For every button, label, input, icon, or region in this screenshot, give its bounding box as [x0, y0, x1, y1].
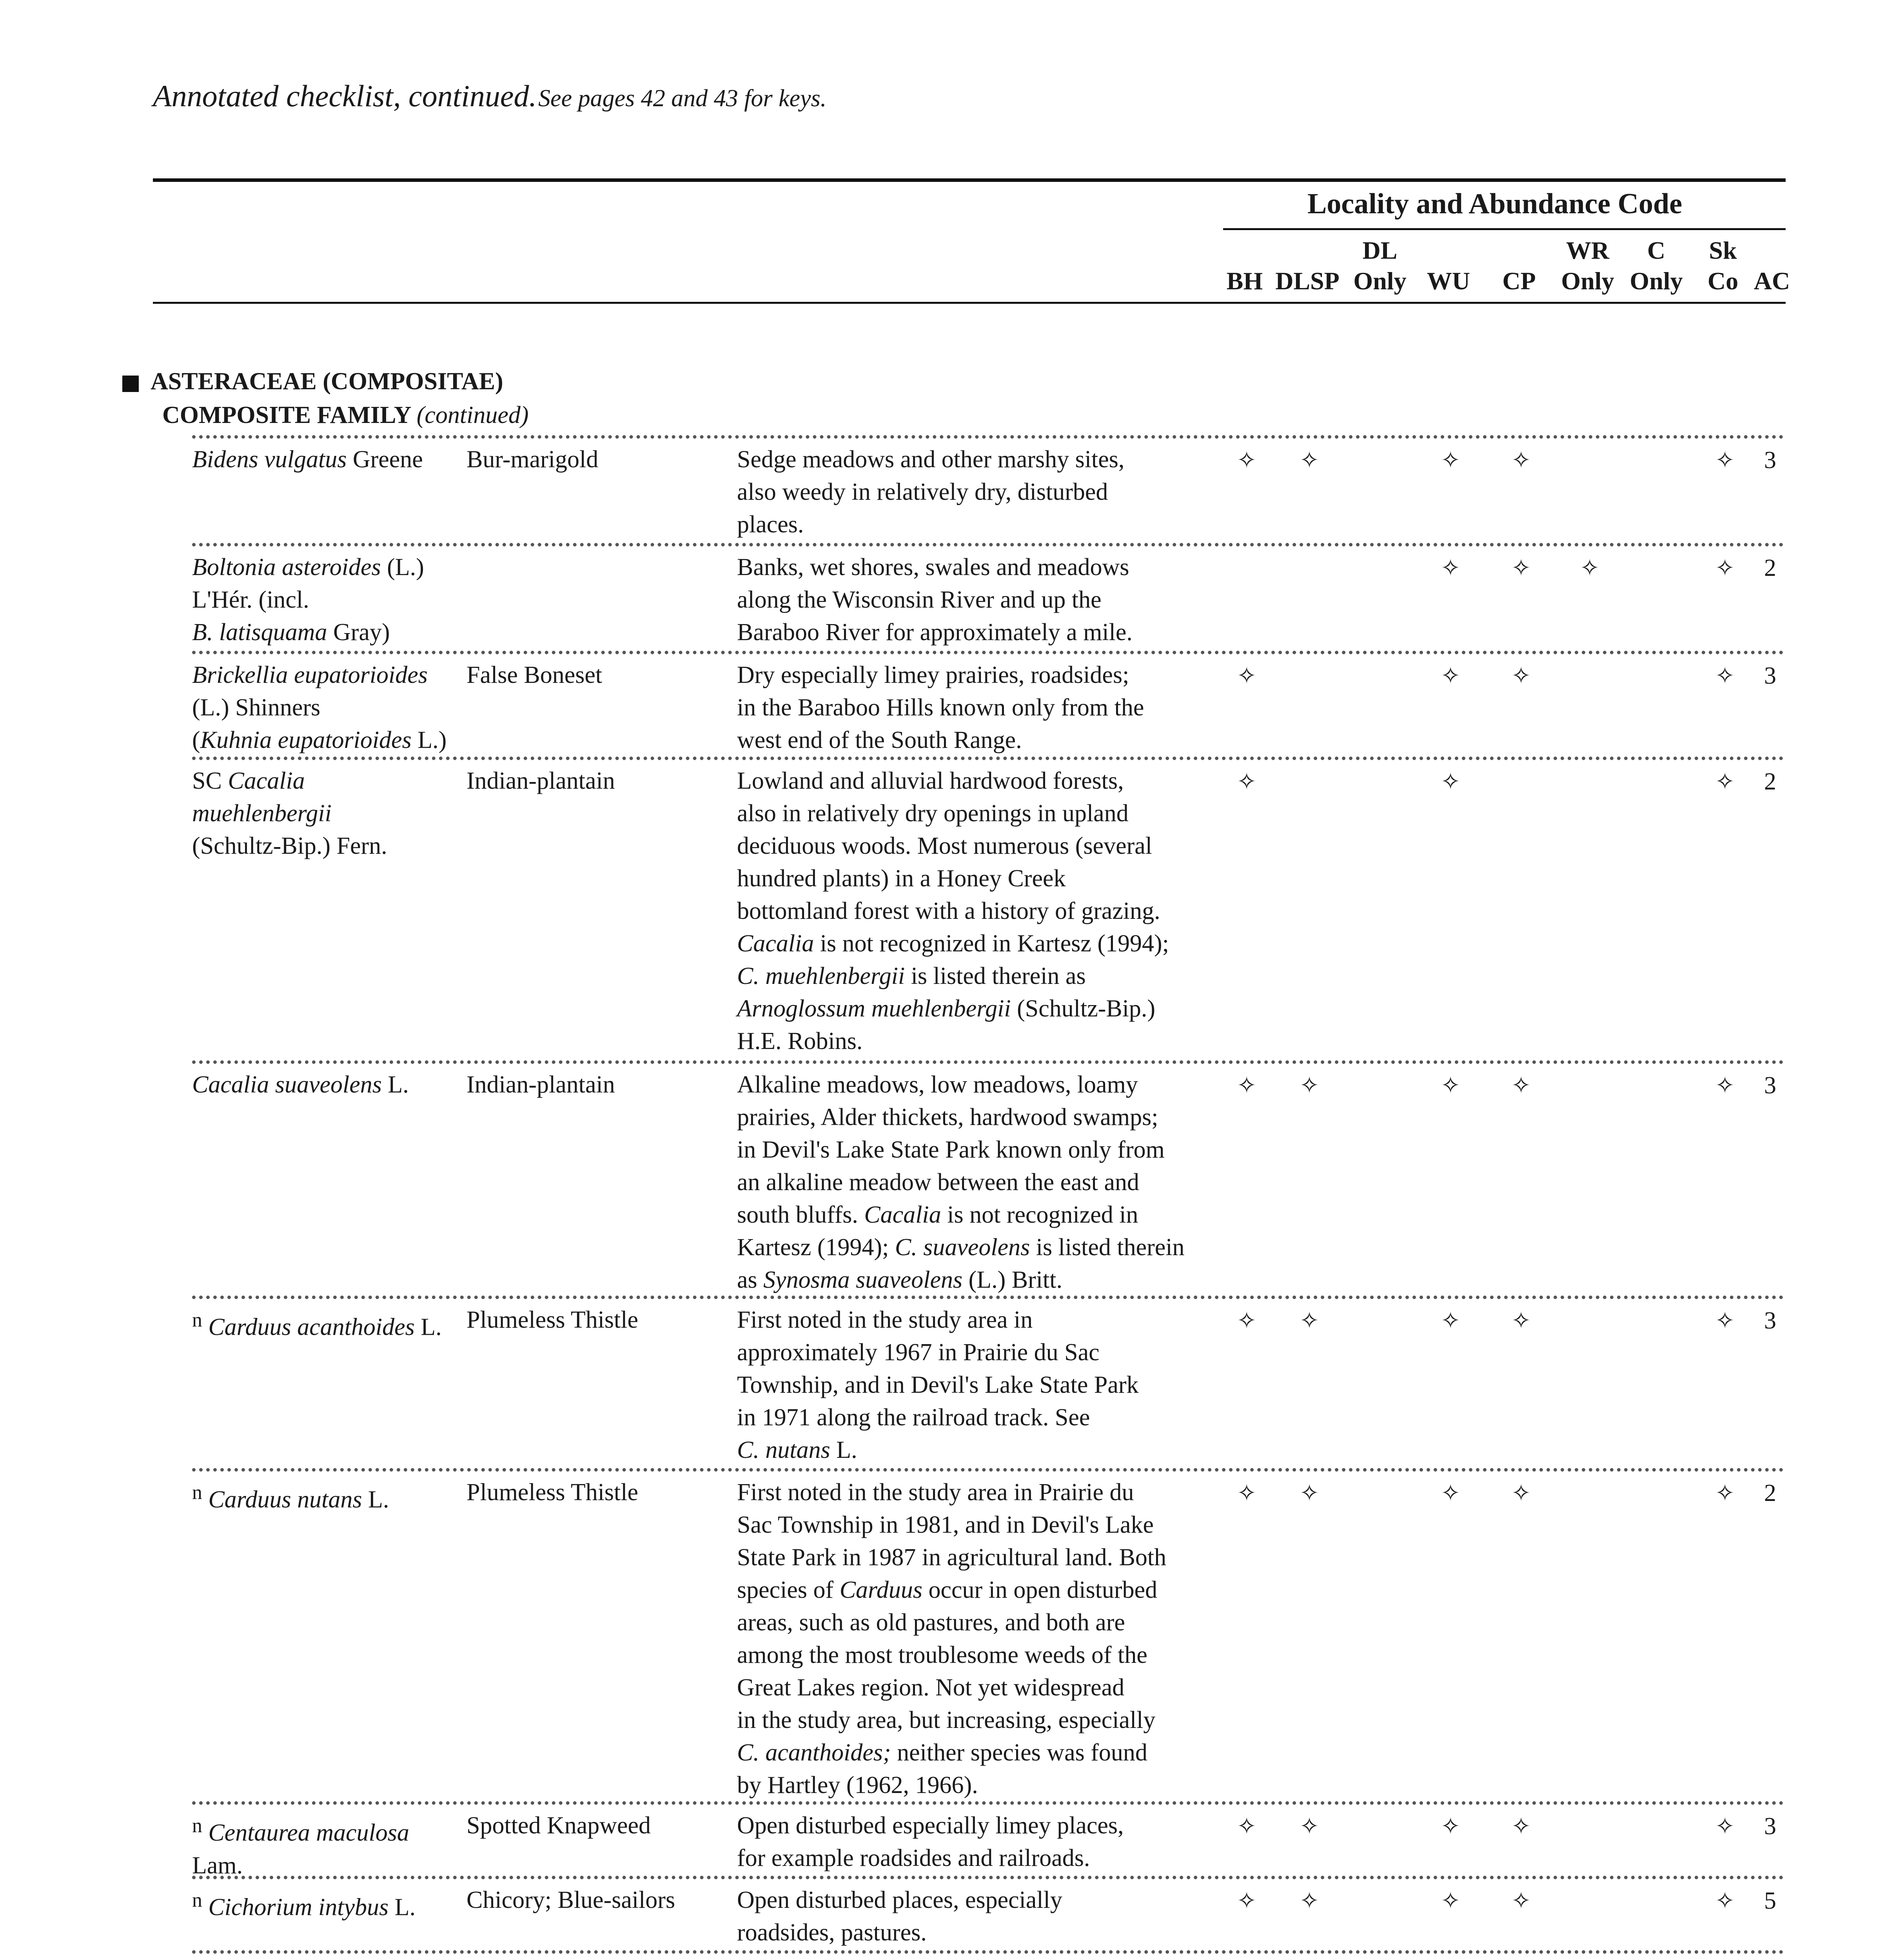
locality-marker-icon: ✧ — [1511, 1480, 1531, 1506]
locality-marker-icon: ✧ — [1441, 1888, 1461, 1914]
column-header-top: WR — [1566, 236, 1610, 264]
common-name: Indian-plantain — [466, 768, 615, 794]
column-header-bottom: Only — [1353, 267, 1407, 295]
locality-marker-icon: ✧ — [1237, 1480, 1257, 1506]
checklist-entry — [192, 757, 1784, 1054]
abundance-code: 3 — [1764, 447, 1776, 474]
column-header-top — [1725, 235, 1819, 266]
common-name: Spotted Knapweed — [466, 1812, 651, 1839]
header-rule — [153, 178, 1786, 182]
locality-marker-icon: ✧ — [1237, 663, 1257, 689]
checklist-entry — [192, 543, 1784, 646]
family-common-name: COMPOSITE FAMILY — [162, 402, 411, 428]
habitat-notes: First noted in the study area in Prairie du Sac Township in 1981, and in Devil's Lake State Park in 1987 in agricultural land. Both species of Carduus occur in open disturbed areas, such as old pastures, and both are among the most troublesome weeds of the Great Lakes region. Not yet widespread in the study area, but increasing, especially C. acanthoides; neither species was found by Hartley (1962, 1966). — [737, 1479, 1167, 1798]
abundance-code: 3 — [1764, 1307, 1776, 1334]
checklist-entry — [192, 1876, 1784, 1946]
locality-marker-icon: ✧ — [1300, 1480, 1320, 1506]
locality-marker-icon: ✧ — [1237, 1888, 1257, 1914]
scientific-name: $^n$ Carduus nutans L. — [192, 1481, 389, 1513]
habitat-notes: First noted in the study area in approximately 1967 in Prairie du Sac Township, and in Devil's Lake State Park in 1971 along the railroad track. See C. nutans L. — [737, 1307, 1139, 1463]
locality-marker-icon: ✧ — [1715, 1480, 1735, 1506]
column-header-bottom: Co — [1707, 267, 1739, 295]
abundance-code: 5 — [1764, 1887, 1776, 1914]
checklist-entry — [192, 1468, 1784, 1798]
locality-marker-icon: ✧ — [1237, 447, 1257, 473]
locality-marker-icon: ✧ — [1300, 1308, 1320, 1334]
locality-group-title: Locality and Abundance Code — [1307, 188, 1683, 220]
locality-marker-icon: ✧ — [1237, 1073, 1257, 1098]
locality-marker-icon: ✧ — [1715, 1813, 1735, 1839]
scientific-name: Brickellia eupatorioides (L.) Shinners (Kuhnia eupatorioides L.) — [192, 662, 447, 753]
abundance-code: 2 — [1764, 768, 1776, 795]
checklist-entry — [192, 1060, 1784, 1293]
scientific-name: $^n$ Carduus acanthoides L. — [192, 1309, 442, 1341]
locality-marker-icon: ✧ — [1715, 1888, 1735, 1914]
column-header-bottom: AC — [1753, 267, 1790, 295]
locality-marker-icon: ✧ — [1511, 1888, 1531, 1914]
locality-group-rule — [1223, 228, 1786, 230]
bullet-square-icon — [122, 376, 139, 392]
locality-marker-icon: ✧ — [1715, 1308, 1735, 1334]
locality-marker-icon: ✧ — [1441, 1073, 1461, 1098]
locality-marker-icon: ✧ — [1511, 1073, 1531, 1098]
locality-marker-icon: ✧ — [1441, 1308, 1461, 1334]
habitat-notes — [737, 1958, 1223, 1960]
common-name: Indian-plantain — [466, 1071, 615, 1098]
common-name: Bur-marigold — [466, 446, 599, 473]
column-header-top: C — [1647, 236, 1666, 264]
family-name: ASTERACEAE (COMPOSITAE) — [151, 368, 503, 395]
abundance-code: 2 — [1764, 555, 1776, 581]
common-name: Plumeless Thistle — [466, 1479, 639, 1506]
locality-marker-icon: ✧ — [1300, 447, 1320, 473]
scientific-name: Cacalia suaveolens L. — [192, 1071, 409, 1098]
scientific-name: Boltonia asteroides (L.) L'Hér. (incl. B. latisquama Gray) — [192, 554, 424, 646]
habitat-notes: Open disturbed places, especially roadsides, pastures. — [737, 1887, 1062, 1946]
locality-marker-icon: ✧ — [1511, 555, 1531, 581]
locality-marker-icon: ✧ — [1441, 769, 1461, 795]
habitat-notes: Sedge meadows and other marshy sites, also weedy in relatively dry, disturbed places. — [737, 446, 1125, 538]
locality-marker-icon: ✧ — [1237, 1813, 1257, 1839]
checklist-entry — [192, 1801, 1784, 1879]
column-header-bottom: Only — [1630, 267, 1683, 295]
locality-marker-icon: ✧ — [1237, 1308, 1257, 1334]
running-header-note: See pages 42 and 43 for keys. — [538, 85, 827, 112]
habitat-notes: Alkaline meadows, low meadows, loamy prairies, Alder thickets, hardwood swamps; in Devil's Lake State Park known only from an alkaline meadow between the east and south bluffs. Cacalia is not recognized in Kartesz (1994); C. suaveolens is listed therein as Synosma suaveolens (L.) Britt. — [737, 1071, 1185, 1293]
locality-marker-icon: ✧ — [1441, 1813, 1461, 1839]
common-name — [466, 1958, 702, 1960]
locality-marker-icon: ✧ — [1300, 1888, 1320, 1914]
scientific-name: $^n$ Centaurea maculosa Lam. — [192, 1815, 409, 1879]
locality-marker-icon: ✧ — [1580, 555, 1600, 581]
locality-marker-icon: ✧ — [1441, 663, 1461, 689]
column-header-bottom: Only — [1561, 267, 1614, 295]
habitat-notes: Open disturbed especially limey places, for example roadsides and railroads. — [737, 1812, 1124, 1871]
locality-marker-icon: ✧ — [1441, 555, 1461, 581]
abundance-code: 3 — [1764, 662, 1776, 689]
locality-marker-icon: ✧ — [1511, 1813, 1531, 1839]
locality-marker-icon: ✧ — [1441, 447, 1461, 473]
abundance-code: 2 — [1764, 1480, 1776, 1506]
habitat-notes: Banks, wet shores, swales and meadows along the Wisconsin River and up the Baraboo River for approximately a mile. — [737, 554, 1133, 646]
running-header-title: Annotated checklist, continued. — [153, 79, 537, 113]
common-name: Chicory; Blue-sailors — [466, 1887, 675, 1913]
locality-marker-icon: ✧ — [1511, 447, 1531, 473]
habitat-notes: Lowland and alluvial hardwood forests, also in relatively dry openings in upland deciduous woods. Most numerous (several hundred plants) in a Honey Creek bottomland forest with a history of grazing. Cacalia is not recognized in Kartesz (1994); C. muehlenbergii is listed therein as Arnoglossum muehlenbergii (Schultz-Bip.) H.E. Robins. — [737, 768, 1169, 1054]
checklist-entry — [192, 435, 1784, 538]
column-header-top: DL — [1362, 236, 1398, 264]
column-header-rule — [153, 302, 1786, 304]
family-continued: (continued) — [416, 402, 529, 428]
column-header-bottom: DLSP — [1275, 267, 1340, 295]
running-header — [153, 78, 826, 114]
scientific-name — [192, 1958, 459, 1960]
locality-marker-icon: ✧ — [1715, 769, 1735, 795]
locality-marker-icon: ✧ — [1715, 1073, 1735, 1098]
locality-marker-icon: ✧ — [1715, 555, 1735, 581]
column-header-top: Sk — [1709, 236, 1737, 264]
checklist-entry — [192, 1950, 1784, 1958]
family-heading — [122, 365, 529, 432]
checklist-entry — [192, 651, 1784, 753]
scientific-name: Bidens vulgatus Greene — [192, 446, 423, 473]
locality-marker-icon: ✧ — [1441, 1480, 1461, 1506]
locality-marker-icon: ✧ — [1511, 1308, 1531, 1334]
common-name: Plumeless Thistle — [466, 1307, 639, 1333]
checklist-entry — [192, 1296, 1784, 1463]
locality-marker-icon: ✧ — [1300, 1813, 1320, 1839]
column-header-bottom: CP — [1502, 267, 1536, 295]
common-name: False Boneset — [466, 662, 603, 688]
locality-marker-icon: ✧ — [1237, 769, 1257, 795]
scientific-name: $^n$ Cichorium intybus L. — [192, 1889, 416, 1921]
abundance-code: 3 — [1764, 1072, 1776, 1099]
habitat-notes: Dry especially limey prairies, roadsides; in the Baraboo Hills known only from the west end of the South Range. — [737, 662, 1144, 753]
column-header-bottom: WU — [1427, 267, 1470, 295]
scientific-name: SC Cacalia muehlenbergii (Schultz-Bip.) Fern. — [192, 768, 387, 859]
locality-marker-icon: ✧ — [1511, 663, 1531, 689]
column-header-bottom: BH — [1226, 267, 1263, 295]
locality-marker-icon: ✧ — [1300, 1073, 1320, 1098]
column-header-ac — [1725, 235, 1819, 296]
abundance-code: 3 — [1764, 1813, 1776, 1840]
locality-marker-icon: ✧ — [1715, 447, 1735, 473]
locality-marker-icon: ✧ — [1715, 663, 1735, 689]
